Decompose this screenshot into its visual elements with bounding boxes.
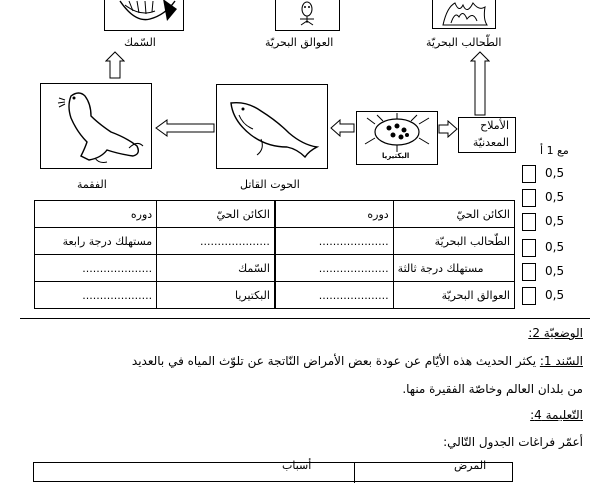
seaweed-drawing [433,0,495,28]
table-header: الكائن الحيّ [157,201,275,228]
bottom-header-causes: أسباب [282,459,312,472]
instruction-text: أعمّر فراغات الجدول التّالي: [443,435,583,449]
table-row [35,228,515,255]
fish-image-frame [104,0,184,31]
minerals-box [458,117,516,153]
bacteria-image-frame [356,111,438,165]
table-cell: مستهلك درجة رابعة [35,228,157,255]
score-box-6[interactable] [522,287,536,305]
score-box-5[interactable] [522,263,536,281]
table-header: الكائن الحيّ [393,201,514,228]
minerals-label-line1: الأملاح [480,119,509,132]
seaweed-label: الطّحالب البحريّة [426,36,502,49]
roles-table [34,200,515,309]
score-box-1[interactable] [522,165,536,183]
seal-label: الفقمة [77,178,107,191]
table-cell: العوالق البحريّة [393,282,514,309]
bottom-table-partial [33,459,513,482]
table-cell: مستهلك درجة ثالثة [393,255,514,282]
support-text: يكثر الحديث هذه الأيّام عن عودة بعض الأمراض النّاتجة عن تلوّث المياه في بالعديد [131,354,540,368]
plankton-image-frame [275,0,340,31]
bottom-table-divider [354,463,355,483]
table-row [35,282,515,309]
seal-drawing [41,84,151,168]
fish-label: السّمك [124,36,156,49]
table-cell: البكتيريا [157,282,275,309]
bacteria-drawing [357,112,437,154]
score-value-1: 0,5 [545,166,565,180]
support-label: السّند 1: [539,354,583,368]
support-text-line2: من بلدان العالم وخاصّة الفقيرة منها. [402,382,583,396]
arrow-to-orca [330,119,355,137]
orca-drawing [217,85,327,168]
arrow-to-fish [105,51,125,79]
table-cell-blank[interactable]: .................... [275,228,393,255]
orca-image-frame [216,84,328,169]
plankton-drawing [276,0,339,30]
seaweed-image-frame [432,0,496,29]
score-value-2: 0,5 [545,190,565,204]
score-box-2[interactable] [522,189,536,207]
table-cell: السّمك [157,255,275,282]
scoring-header: مع 1 أ [540,144,569,157]
arrow-to-seal [155,119,215,137]
arrow-to-seaweed [470,51,490,116]
table-header: دوره [275,201,393,228]
situation-title: الوضعيّة 2: [528,326,583,340]
bottom-header-disease: المرض [454,459,487,472]
arrow-to-minerals [438,120,458,138]
table-cell: الطّحالب البحريّة [393,228,514,255]
table-cell-blank[interactable]: .................... [275,282,393,309]
support-paragraph [132,354,583,368]
bacteria-tag: البكتيريا [382,152,410,160]
table-cell-blank[interactable]: .................... [275,255,393,282]
score-box-3[interactable] [522,213,536,231]
minerals-label-line2: المعدنيّة [472,136,509,149]
table-cell-blank[interactable]: .................... [157,228,275,255]
table-cell-blank[interactable]: .................... [35,255,157,282]
table-header-row [35,201,515,228]
score-value-3: 0,5 [545,214,565,228]
section-divider [20,318,590,319]
table-row [35,255,515,282]
orca-label: الحوت القاتل [240,178,300,191]
score-value-4: 0,5 [545,240,565,254]
score-box-4[interactable] [522,239,536,257]
fish-drawing [105,0,183,30]
table-header: دوره [35,201,157,228]
score-value-5: 0,5 [545,264,565,278]
instruction-label: التّعليمة 4: [530,408,583,422]
score-value-6: 0,5 [545,288,565,302]
plankton-label: العوالق البحريّة [265,36,334,49]
seal-image-frame [40,83,152,169]
table-cell-blank[interactable]: .................... [35,282,157,309]
